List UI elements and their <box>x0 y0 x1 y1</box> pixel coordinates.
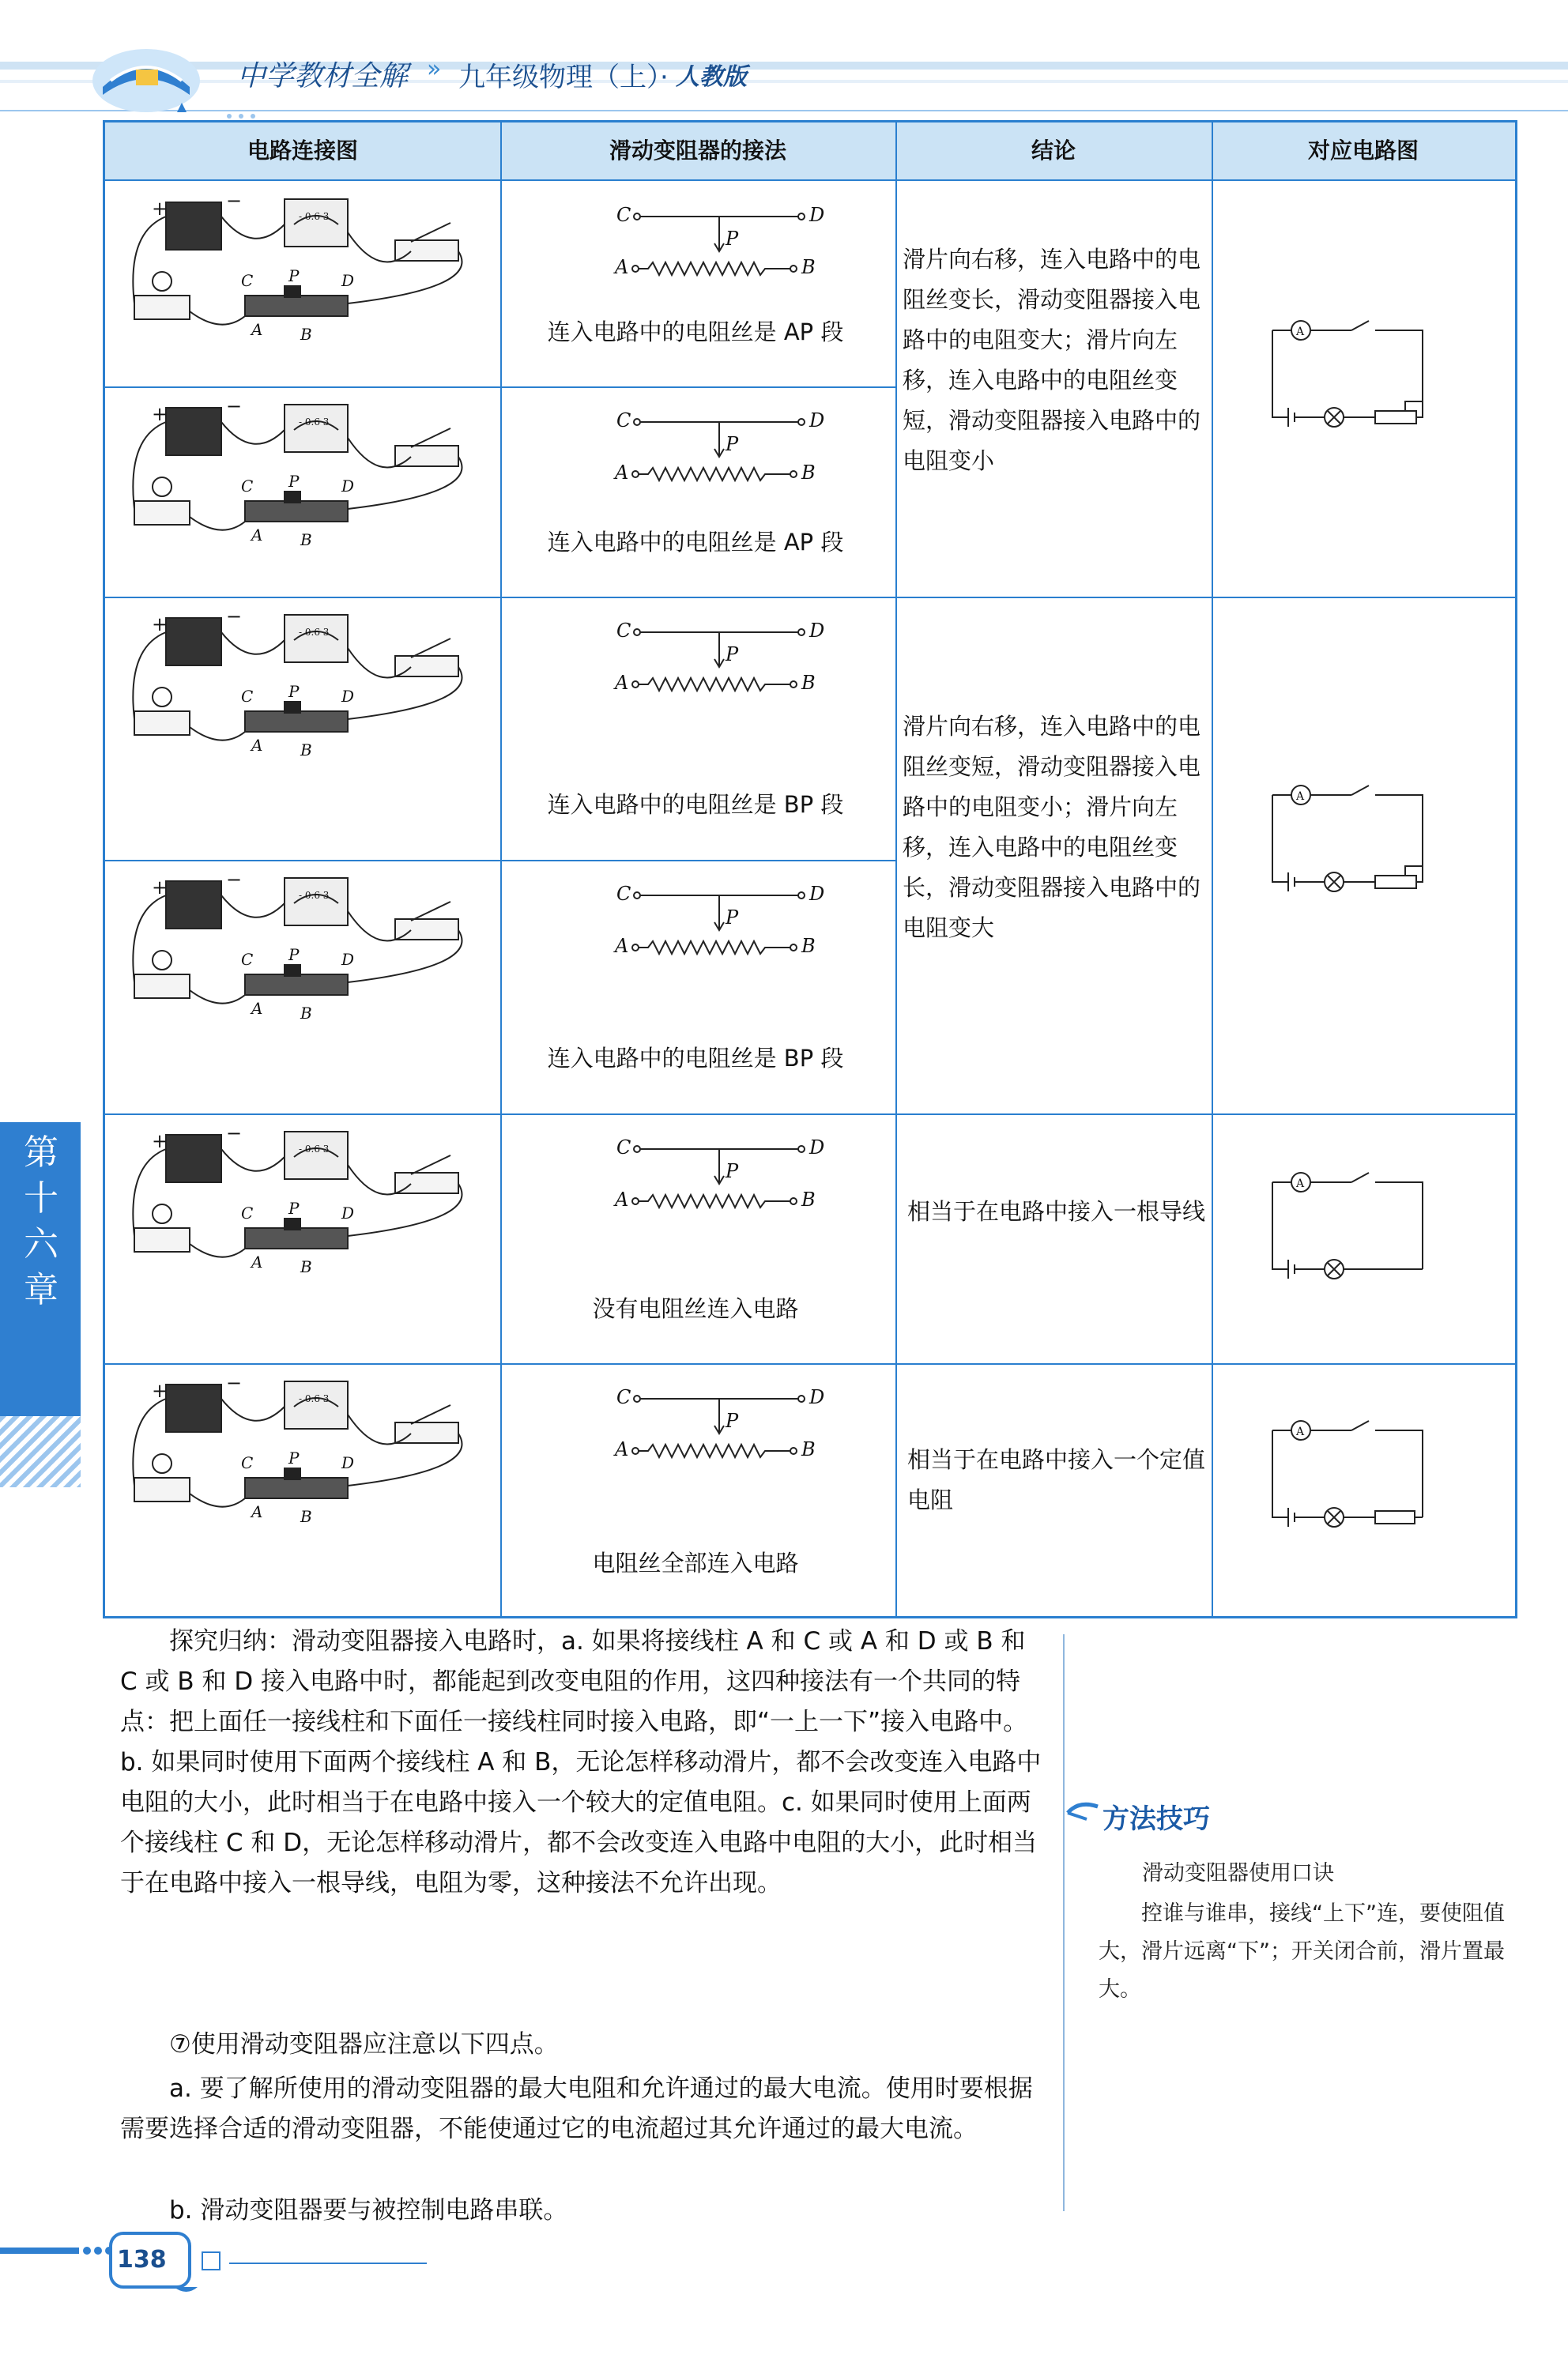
rheostat-symbol <box>601 612 838 722</box>
tip-subtitle: 滑动变阻器使用口诀 <box>1142 1861 1334 1886</box>
svg-text:A: A <box>615 1189 629 1211</box>
svg-text:D: D <box>809 1386 825 1408</box>
svg-text:P: P <box>288 472 300 491</box>
col-header-connection: 滑动变阻器的接法 <box>609 138 786 164</box>
edition-label: 人教版 <box>676 63 747 91</box>
col-header-conclusion: 结论 <box>1031 138 1076 164</box>
svg-text:- 0.6 3: - 0.6 3 <box>299 890 330 901</box>
svg-text:- 0.6 3: - 0.6 3 <box>299 627 330 638</box>
svg-text:D: D <box>809 409 825 431</box>
circuit-photo-drawing <box>111 1117 490 1358</box>
chapter-tab-stripes <box>0 1416 81 1487</box>
svg-text:C: C <box>241 477 254 495</box>
svg-text:A: A <box>615 1438 629 1460</box>
svg-text:D: D <box>809 1136 825 1159</box>
column-divider <box>1212 122 1213 1616</box>
connection-caption: 连入电路中的电阻丝是 AP 段 <box>547 529 844 556</box>
svg-text:C: C <box>241 1204 254 1223</box>
svg-text:C: C <box>616 1136 631 1159</box>
svg-text:P: P <box>726 643 739 665</box>
row-divider <box>105 1113 1515 1115</box>
svg-text:A: A <box>615 935 629 957</box>
svg-text:P: P <box>288 682 300 701</box>
header-separator: » <box>427 55 442 83</box>
svg-text:−: − <box>226 1122 243 1144</box>
svg-text:B: B <box>801 1438 816 1460</box>
svg-text:P: P <box>726 433 739 455</box>
circuit-photo-drawing <box>111 390 490 591</box>
row-divider <box>105 1363 1515 1365</box>
svg-text:A: A <box>1296 326 1305 338</box>
svg-text:B: B <box>300 1004 312 1023</box>
corresponding-circuit-diagram <box>1265 779 1438 914</box>
svg-text:P: P <box>726 1410 739 1432</box>
svg-text:−: − <box>226 395 243 417</box>
svg-text:C: C <box>241 271 254 290</box>
svg-text:A: A <box>615 462 629 484</box>
column-rule <box>1063 1634 1065 2211</box>
svg-text:B: B <box>801 935 816 957</box>
svg-text:D: D <box>809 620 825 642</box>
svg-text:D: D <box>341 477 355 495</box>
svg-text:P: P <box>288 945 300 964</box>
svg-text:C: C <box>616 409 631 431</box>
tip-title: 方法技巧 <box>1102 1803 1210 1835</box>
svg-text:P: P <box>288 266 300 285</box>
svg-text:D: D <box>809 883 825 905</box>
column-divider <box>895 122 897 1616</box>
connection-caption: 连入电路中的电阻丝是 AP 段 <box>547 318 844 345</box>
summary-paragraph: 探究归纳：滑动变阻器接入电路时，a. 如果将接线柱 A 和 C 或 A 和 D 或 B 和 C 或 B 和 D 接入电路中时，都能起到改变电阻的作用，这四种接法有一个共同的特点：把上面任一接线柱和下面任一接线柱同时接入电路，即“一上一下”接入电路中。b. 如果同时使用下面两个接线柱 A 和 B，无论怎样移动滑片，都不会改变连入电路中电阻的大小，此时相当于在电路中接入一个较大的定值电阻。c. 如果同时使用上面两个接线柱 C 和 D，无论怎样移动滑片，都不会改变连入电路中电阻的大小，此时相当于在电路中接入一根导线，电阻为零，这种接法不允许出现。 <box>120 1627 1042 1897</box>
svg-text:P: P <box>288 1199 300 1218</box>
svg-text:C: C <box>241 1453 254 1472</box>
circuit-photo-drawing <box>111 601 490 853</box>
row-divider <box>105 597 1515 598</box>
svg-text:+: + <box>152 198 168 220</box>
page-number: 138 <box>117 2246 167 2274</box>
svg-text:A: A <box>251 320 263 339</box>
svg-text:+: + <box>152 403 168 425</box>
header-band <box>0 43 1568 122</box>
svg-text:A: A <box>1296 1177 1305 1190</box>
rheostat-symbol <box>601 196 838 307</box>
svg-text:−: − <box>226 605 243 627</box>
pen-icon <box>1063 1795 1102 1827</box>
svg-text:C: C <box>241 950 254 969</box>
row-divider <box>105 860 895 861</box>
svg-text:B: B <box>300 530 312 549</box>
circuit-photo-drawing <box>111 864 490 1107</box>
rheostat-symbol <box>601 1378 838 1489</box>
connection-caption: 没有电阻丝连入电路 <box>592 1295 799 1322</box>
svg-text:A: A <box>615 256 629 278</box>
svg-text:B: B <box>300 1507 312 1526</box>
point-a: a. 要了解所使用的滑动变阻器的最大电阻和允许通过的最大电流。使用时要根据需要选择合适的滑动变阻器，不能使通过它的电流超过其允许通过的最大电流。 <box>120 2074 1033 2143</box>
svg-text:B: B <box>801 462 816 484</box>
svg-text:A: A <box>251 526 263 544</box>
svg-text:- 0.6 3: - 0.6 3 <box>299 416 330 428</box>
svg-text:D: D <box>341 950 355 969</box>
connection-caption: 电阻丝全部连入电路 <box>592 1550 799 1577</box>
svg-text:P: P <box>726 1160 739 1182</box>
svg-text:+: + <box>152 1380 168 1402</box>
chapter-label: 第十六章 <box>24 1132 58 1310</box>
circuit-photo-drawing <box>111 1367 490 1612</box>
svg-text:−: − <box>226 868 243 891</box>
svg-text:B: B <box>300 325 312 344</box>
svg-text:B: B <box>300 740 312 759</box>
svg-text:B: B <box>801 1189 816 1211</box>
svg-text:A: A <box>251 999 263 1018</box>
svg-text:- 0.6 3: - 0.6 3 <box>299 1393 330 1404</box>
book-title: 中学教材全解 <box>237 60 409 92</box>
circuit-photo-drawing <box>111 185 490 381</box>
tip-body: 控谁与谁串，接线“上下”连，要使阻值大，滑片远离“下”；开关闭合前，滑片置最大。 <box>1099 1901 1505 2002</box>
svg-text:B: B <box>801 256 816 278</box>
svg-text:A: A <box>251 1253 263 1272</box>
svg-text:+: + <box>152 613 168 635</box>
corresponding-circuit-diagram <box>1265 315 1438 449</box>
row-divider <box>105 386 895 388</box>
point-b: b. 滑动变阻器要与被控制电路串联。 <box>169 2196 568 2225</box>
svg-text:A: A <box>615 672 629 694</box>
rheostat-symbol <box>601 401 838 512</box>
corresponding-circuit-diagram <box>1265 1166 1438 1301</box>
book-logo-icon <box>87 32 205 119</box>
svg-text:A: A <box>251 736 263 755</box>
svg-text:B: B <box>801 672 816 694</box>
svg-text:- 0.6 3: - 0.6 3 <box>299 211 330 222</box>
svg-text:P: P <box>726 906 739 929</box>
svg-text:D: D <box>341 271 355 290</box>
svg-text:+: + <box>152 1130 168 1152</box>
rheostat-symbol <box>601 1128 838 1239</box>
subject-title: 九年级物理（上）· <box>458 62 669 93</box>
conclusion-4: 相当于在电路中接入一个定值电阻 <box>907 1446 1206 1513</box>
svg-text:A: A <box>1296 1426 1305 1438</box>
connection-caption: 连入电路中的电阻丝是 BP 段 <box>547 791 844 818</box>
svg-text:A: A <box>251 1502 263 1521</box>
svg-text:C: C <box>616 204 631 226</box>
svg-text:C: C <box>616 620 631 642</box>
svg-text:C: C <box>241 687 254 706</box>
conclusion-1: 滑片向右移，连入电路中的电阻丝变长，滑动变阻器接入电路中的电阻变大；滑片向左移，连入电路中的电阻丝变短，滑动变阻器接入电路中的电阻变小 <box>903 246 1201 474</box>
corresponding-circuit-diagram <box>1265 1415 1438 1549</box>
col-header-circuit: 电路连接图 <box>247 138 358 164</box>
svg-text:D: D <box>809 204 825 226</box>
svg-text:B: B <box>300 1257 312 1276</box>
svg-text:D: D <box>341 1204 355 1223</box>
svg-text:- 0.6 3: - 0.6 3 <box>299 1144 330 1155</box>
svg-text:C: C <box>616 883 631 905</box>
svg-text:C: C <box>616 1386 631 1408</box>
conclusion-3: 相当于在电路中接入一根导线 <box>907 1198 1206 1225</box>
svg-text:+: + <box>152 876 168 899</box>
svg-text:D: D <box>341 687 355 706</box>
col-header-diagram: 对应电路图 <box>1307 138 1419 164</box>
svg-text:−: − <box>226 1372 243 1394</box>
connection-caption: 连入电路中的电阻丝是 BP 段 <box>547 1045 844 1072</box>
conclusion-2: 滑片向右移，连入电路中的电阻丝变短，滑动变阻器接入电路中的电阻变小；滑片向左移，连入电路中的电阻丝变长，滑动变阻器接入电路中的电阻变大 <box>903 713 1201 941</box>
svg-text:A: A <box>1296 790 1305 803</box>
svg-text:P: P <box>288 1449 300 1468</box>
rheostat-symbol <box>601 875 838 985</box>
point-7: ⑦使用滑动变阻器应注意以下四点。 <box>169 2030 559 2059</box>
footer-decoration <box>0 2229 474 2308</box>
svg-text:P: P <box>726 228 739 250</box>
svg-text:−: − <box>226 190 243 212</box>
svg-text:D: D <box>341 1453 355 1472</box>
